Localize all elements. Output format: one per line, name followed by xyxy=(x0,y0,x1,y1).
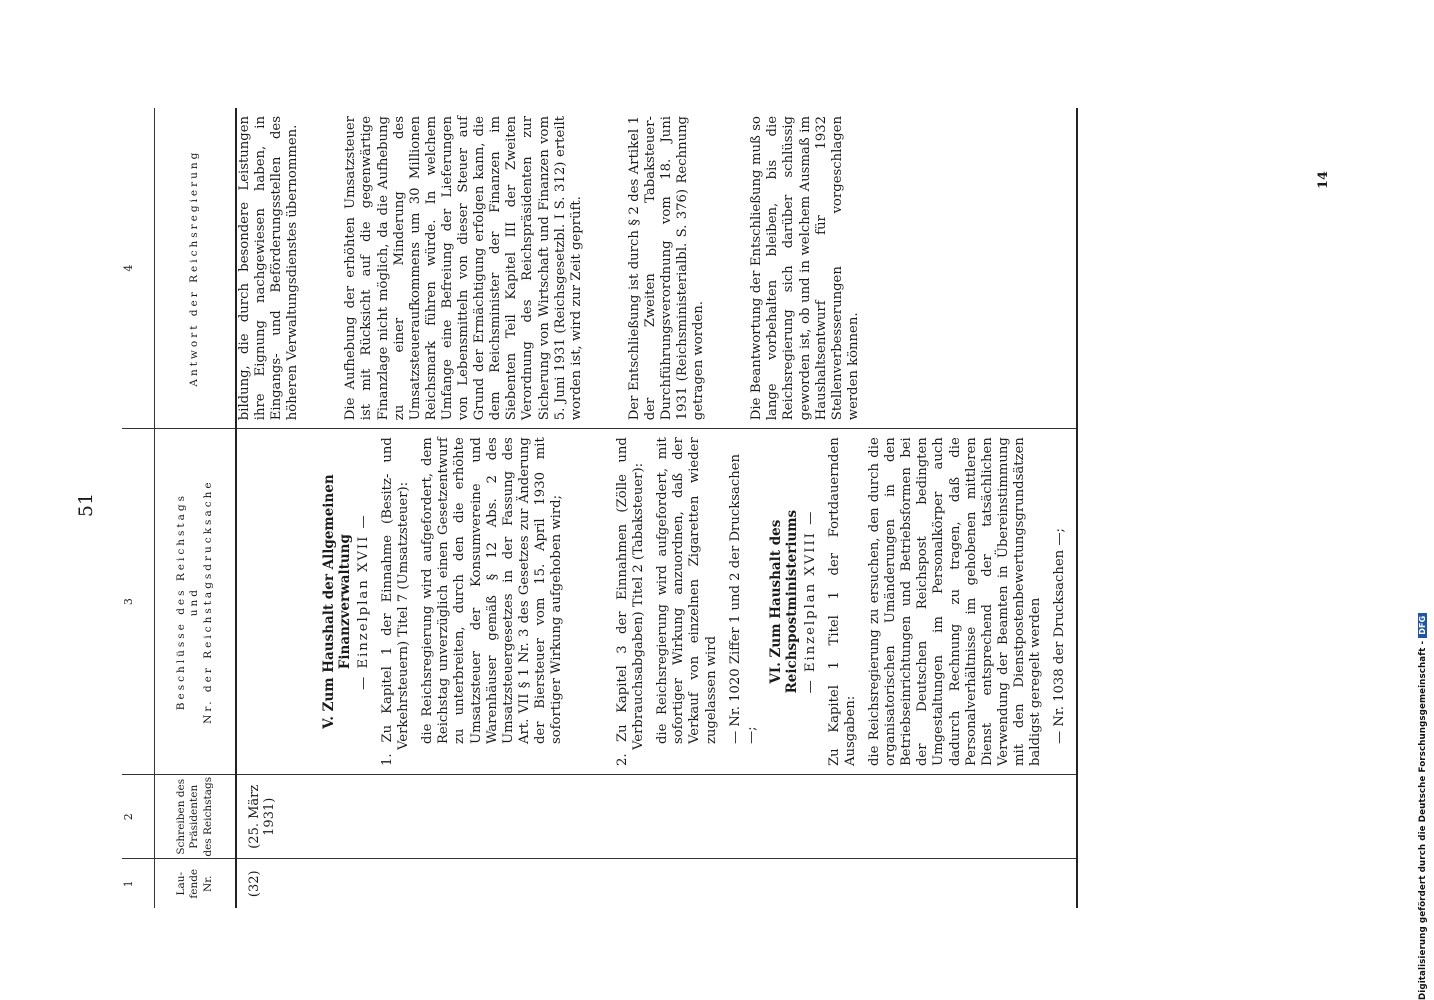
rotated-table-content xyxy=(122,108,1312,908)
section-vi-plan: — Einzelplan XVIII — xyxy=(802,509,818,694)
section-v-plan: — Einzelplan XVII — xyxy=(355,513,371,690)
credit-text: Digitalisierung gefördert durch die Deutsche Forschungsgemeinschaft - xyxy=(1418,640,1428,1000)
colnum-2: 2 xyxy=(122,775,155,859)
spacer xyxy=(243,437,313,766)
footer-number: 14 xyxy=(1316,170,1331,190)
answers-cell xyxy=(236,108,1077,429)
column-header-row xyxy=(155,108,237,908)
item1-text: die Reichsregierung wird aufgefordert, dem Reichstag unverzüglich einen Gesetzentwurf zu unterbreiten, durch den die erhöhte Umsatzsteuer der Konsumvereine und Warenhäuser gemäß § 12 Abs. 2 des Umsatzsteuergesetzes in der Fassung des Art. VII § 1 Nr. 3 des Gesetzes zur Änderung der Biersteuer vom 15. April 1930 mit sofortiger Wirkung aufgehoben wird; xyxy=(420,437,564,745)
header-beschluesse xyxy=(155,429,237,775)
row-number: (32) xyxy=(236,859,1077,908)
section-v-title: V. Zum Haushalt der Allgemeinen Finanzverwaltung xyxy=(321,474,354,729)
spacer xyxy=(573,437,615,766)
digitization-credit xyxy=(1418,0,1430,1000)
spacer xyxy=(707,108,749,428)
header-schreiben: Schreiben des Präsidenten des Reichstags xyxy=(155,775,237,859)
header-beschluesse-line3: Nr. der Reichstagsdrucksache xyxy=(201,479,214,724)
table xyxy=(122,108,1078,908)
colnum-1: 1 xyxy=(122,859,155,908)
table-row xyxy=(236,108,1077,908)
colnum-3: 3 xyxy=(122,429,155,775)
header-beschluesse-line1: Beschlüsse des Reichstags xyxy=(175,493,188,711)
spacer xyxy=(301,108,343,428)
resolution-table xyxy=(122,108,1312,908)
answer-intro: bildung, die durch besondere Leistungen ihre Eignung nachgewiesen haben, in Eingangs- und Beförderungsstellen des höheren Verwaltungsdienstes übernommen. xyxy=(237,116,301,421)
answer-item1: Die Aufhebung der erhöhten Umsatzsteuer ist mit Rücksicht auf die gegenwärtige Finanzlage nicht möglich, da die Aufhebung zu einer Minderung des Umsatzsteueraufkommens um 30 Millionen Reichsmark führen würde. In welchem Umfange eine Befreiung der Lieferungen von Lebensmitteln von dieser Steuer auf Grund der Ermächtigung erfolgen kann, die dem Reichsminister der Finanzen im Siebenten Teil Kapitel III der Zweiten Verordnung des Reichspräsidenten zur Sicherung von Wirtschaft und Finanzen vom 5. Juni 1931 (Reichsgesetzbl. I S. 312) erteilt worden ist, wird zur Zeit geprüft. xyxy=(343,116,584,421)
colnum-4: 4 xyxy=(122,108,155,429)
item2-text: die Reichsregierung wird aufgefordert, mit sofortiger Wirkung anzuordnen, daß der Verkauf von einzelnen Zigaretten wieder zugelassen wird xyxy=(655,437,719,745)
section-vi-title: VI. Zum Haushalt des Reichspostministeriums xyxy=(767,509,801,694)
header-laufende-nr: Lau-fende Nr. xyxy=(155,859,237,908)
item3-ref: — Nr. 1038 der Drucksachen —; xyxy=(1052,528,1068,745)
header-beschluesse-line2: und xyxy=(188,587,201,617)
header-antwort: Antwort der Reichsregierung xyxy=(155,108,237,429)
spacer xyxy=(585,108,627,428)
answer-item2: Der Entschließung ist durch § 2 des Artikel 1 der Zweiten Tabaksteuer-Durchführungsverordnung vom 18. Juni 1931 (Reichsministerialbl. S. 376) Rechnung getragen worden. xyxy=(626,116,707,421)
item3-heading: Zu Kapitel 1 Titel 1 der Fortdauernden Ausgaben: xyxy=(826,437,858,767)
item1-heading: 1. Zu Kapitel 1 der Einnahme (Besitz- und Verkehrsteuern) Titel 7 (Umsatzsteuer): xyxy=(380,437,412,767)
item2-ref: — Nr. 1020 Ziffer 1 und 2 der Drucksachen —; xyxy=(727,453,759,745)
page-number: 51 xyxy=(75,492,97,518)
row-date: (25. März 1931) xyxy=(236,775,1077,859)
item3-text: die Reichsregierung zu ersuchen, den durch die organisatorischen Umänderungen in den Betriebseinrichtungen und Betriebsformen bei der Deutschen Reichspost bedingten Umgestaltungen im Personalkörper auch dadurch Rechnung zu tragen, daß die Personalverhältnisse im gehobenen mittleren Dienst entsprechend der tatsächlichen Verwendung der Beamten in Übereinstimmung mit den Dienstpostenbewertungsgrundsätzen baldigst geregelt werden xyxy=(867,437,1043,767)
answer-item3: Die Beantwortung der Entschließung muß so lange vorbehalten bleiben, bis die Reichsregierung sich darüber schlüssig geworden ist, ob und in welchem Ausmaß im Haushaltsentwurf für 1932 Stellenverbesserungen vorgeschlagen werden können. xyxy=(749,116,861,421)
column-number-row xyxy=(122,108,155,908)
resolutions-cell xyxy=(236,429,1077,775)
dfg-badge: DFG xyxy=(1418,613,1427,638)
item2-heading: 2. Zu Kapitel 3 der Einnahmen (Zölle und Verbrauchsabgaben) Titel 2 (Tabaksteuer): xyxy=(615,437,647,767)
